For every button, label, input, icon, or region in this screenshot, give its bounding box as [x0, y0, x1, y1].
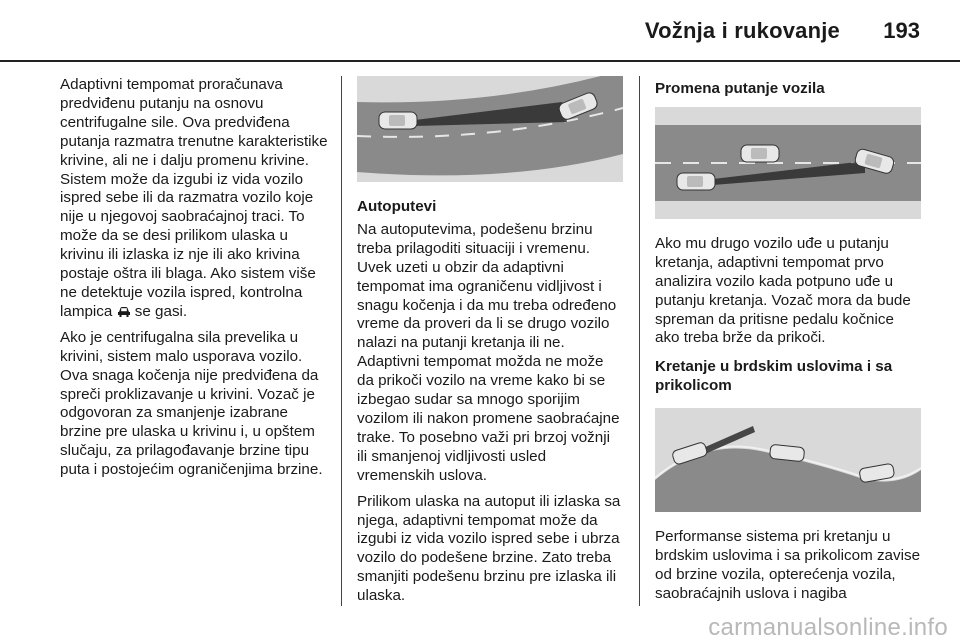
vehicle-ahead-icon — [117, 306, 131, 318]
paragraph-predicted-path — [60, 76, 328, 322]
heading-motorways: Autoputevi — [357, 198, 437, 215]
own-car-icon — [677, 173, 715, 190]
column-1 — [60, 76, 328, 487]
watermark: carmanualsonline.info — [708, 614, 948, 641]
page-header — [0, 0, 960, 62]
heading-lane-change: Promena putanje vozila — [655, 80, 825, 97]
car-front-icon — [379, 112, 417, 129]
car-crest-icon — [769, 444, 804, 461]
column-3 — [655, 80, 921, 611]
column-2 — [357, 76, 623, 613]
curved-road-cars-image — [357, 76, 623, 182]
hilly-road-cars-image — [655, 408, 921, 512]
curve-illustration — [357, 76, 623, 182]
paragraph-motorway-entry: Prilikom ulaska na autoput ili izlaska sa njega, adaptivni tempomat može da izgubi iz vida vozilo ispred sebe i ubrza vozilo do podešene brzine. Zato treba smanjiti podešenu brzinu pre izlaska ili ulaska. — [357, 492, 621, 605]
paragraph-centrifugal-force: Ako je centrifugalna sila prevelika u krivini, sistem malo usporava vozilo. Ova snaga kočenja nije predviđena da spreči proklizavanje u krivini. Vozač je odgovoran za smanjenje izabrane brzine pre ulaska u krivinu i, u opštem slučaju, za prilagođavanje brzine tipu puta i postojećim ograničenjima brzine. — [60, 328, 323, 479]
column-divider-2 — [639, 76, 640, 606]
paragraph-motorways: Na autoputevima, podešenu brzinu treba prilagoditi situaciji i vremenu. Uvek uzeti u obzir da adaptivni tempomat ima ograničenu vidljivost i snagu kočenja i da mu treba određeno vreme da proveri da li se drugo vozilo nalazi na putanji kretanja ili ne. Adaptivni tempomat možda ne može da prikoči vozilo na vreme kako bi se izbegao sudar sa mnogo sporijim vozilom ili nakon promene saobraćajne trake. To posebno važi pri brzoj vožnji ili smanjenoj vidljivosti usled vremenskih uslova. — [357, 220, 620, 484]
lane-change-illustration — [655, 107, 921, 219]
paragraph-hills-trailer: Performanse sistema pri kretanju u brdskim uslovima i sa prikolicom zavise od brzine vozila, opterećenja vozila, saobraćajnih uslova i nagiba — [655, 528, 921, 602]
page-number: 193 — [883, 18, 920, 43]
lane-change-cars-image — [655, 107, 921, 219]
car-other-lane-icon — [741, 145, 779, 162]
paragraph-text-end: se gasi. — [130, 302, 188, 320]
heading-hills-trailer: Kretanje u brdskim uslovima i sa prikolicom — [655, 358, 893, 395]
column-divider-1 — [341, 76, 342, 606]
chapter-title: Vožnja i rukovanje — [644, 18, 840, 43]
hill-illustration — [655, 408, 921, 512]
paragraph-text: Adaptivni tempomat proračunava predviđenu putanju na osnovu centrifugalne sile. Ova predviđena putanja razmatra trenutne karakteristike krivine, ali ne i dalju promenu krivine. Sistem može da izgubi iz vida vozilo ispred sebe ili da razmatra vozilo koje nije u njegovoj saobraćajnoj traci. To može da se desi prilikom ulaska u krivinu ili izlaska iz nje ili ako krivina postaje oštra ili blaga. Ako sistem više ne detektuje vozila ispred, kontrolna lampica — [60, 76, 328, 320]
header-rule — [0, 60, 960, 62]
page-footer — [0, 610, 960, 642]
paragraph-lane-change: Ako mu drugo vozilo uđe u putanju kretanja, adaptivni tempomat prvo analizira vozilo kada potpuno uđe u putanju kretanja. Vozač mora da bude spreman da pritisne pedalu kočnice ako treba brže da prikoči. — [655, 234, 911, 347]
